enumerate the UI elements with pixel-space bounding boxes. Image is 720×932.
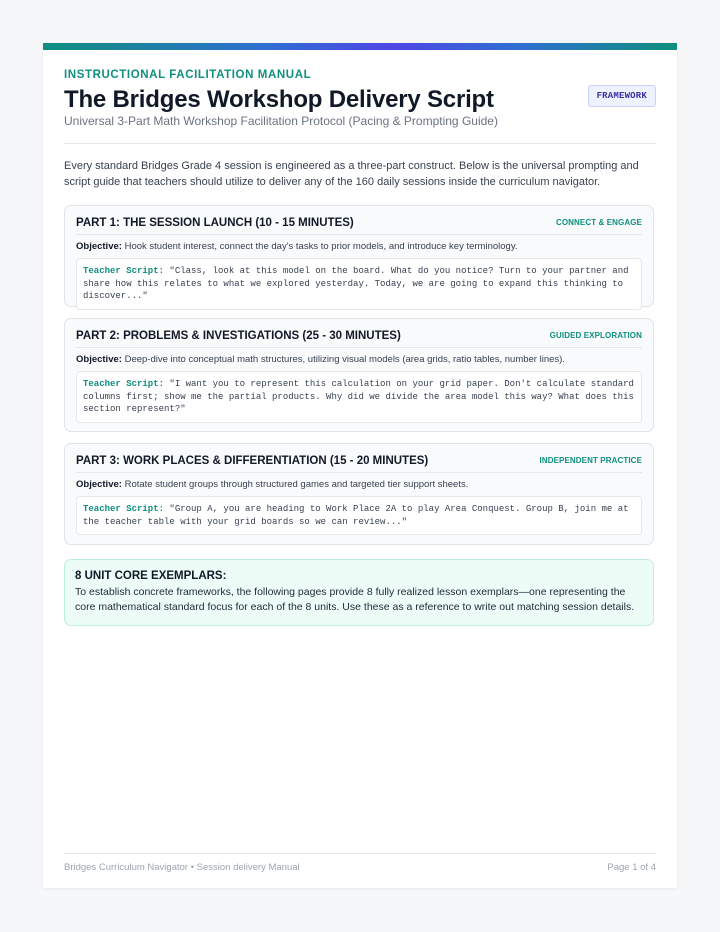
objective-text: Rotate student groups through structured games and targeted tier support sheets. bbox=[124, 479, 469, 490]
accent-bar bbox=[43, 43, 677, 50]
page-title: The Bridges Workshop Delivery Script bbox=[64, 86, 494, 113]
part-objective bbox=[76, 240, 642, 253]
eyebrow-label: INSTRUCTIONAL FACILITATION MANUAL bbox=[64, 69, 312, 81]
part-card-2 bbox=[64, 318, 654, 432]
objective-label: Objective: bbox=[76, 479, 122, 490]
part-tag: CONNECT & ENGAGE bbox=[555, 218, 642, 227]
part-objective bbox=[76, 478, 642, 491]
exemplars-body: To establish concrete frameworks, the following pages provide 8 fully realized lesson exemplars—one representing the core mathematical standard focus for each of the 8 units. Use these as a reference to write out matching session details. bbox=[75, 586, 635, 613]
part-divider bbox=[76, 234, 642, 235]
part-tag: GUIDED EXPLORATION bbox=[549, 331, 642, 340]
part-title: PART 1: THE SESSION LAUNCH (10 - 15 MINUTES) bbox=[76, 217, 354, 229]
exemplars-callout bbox=[64, 559, 654, 626]
script-label: Teacher Script: bbox=[83, 379, 165, 389]
teacher-script-box bbox=[76, 371, 642, 423]
part-header bbox=[76, 217, 642, 235]
footer-divider bbox=[64, 853, 656, 854]
part-divider bbox=[76, 347, 642, 348]
objective-text: Hook student interest, connect the day's tasks to prior models, and introduce key terminology. bbox=[124, 241, 518, 252]
part-card-1 bbox=[64, 205, 654, 307]
script-text: "Group A, you are heading to Work Place 2A to play Area Conquest. Group B, join me at the teacher table with your grid boards so we can review..." bbox=[83, 504, 629, 527]
document-page bbox=[43, 43, 677, 888]
teacher-script-box bbox=[76, 496, 642, 535]
header-divider bbox=[64, 143, 656, 144]
script-text: "Class, look at this model on the board. What do you notice? Turn to your partner and share how this relates to what we explored yesterday. Today, we are going to expand this thinking to discover..." bbox=[83, 266, 629, 301]
framework-badge: FRAMEWORK bbox=[588, 85, 656, 107]
script-label: Teacher Script: bbox=[83, 504, 165, 514]
page-subtitle: Universal 3-Part Math Workshop Facilitation Protocol (Pacing & Prompting Guide) bbox=[64, 114, 498, 128]
part-header bbox=[76, 330, 642, 348]
script-label: Teacher Script: bbox=[83, 266, 165, 276]
part-title: PART 2: PROBLEMS & INVESTIGATIONS (25 - 30 MINUTES) bbox=[76, 330, 401, 342]
objective-label: Objective: bbox=[76, 241, 122, 252]
intro-paragraph: Every standard Bridges Grade 4 session is engineered as a three-part construct. Below is the universal prompting and script guide that teachers should utilize to deliver any of the 160 daily sessions inside the curriculum navigator. bbox=[64, 160, 639, 188]
part-divider bbox=[76, 472, 642, 473]
teacher-script-box bbox=[76, 258, 642, 310]
part-title: PART 3: WORK PLACES & DIFFERENTIATION (15 - 20 MINUTES) bbox=[76, 455, 429, 467]
objective-text: Deep-dive into conceptual math structures, utilizing visual models (area grids, ratio tables, number lines). bbox=[124, 354, 565, 365]
script-text: "I want you to represent this calculation on your grid paper. Don't calculate standard columns first; show me the partial products. Why did we divide the area model this way? What does this section represent?" bbox=[83, 379, 634, 414]
part-header bbox=[76, 455, 642, 473]
objective-label: Objective: bbox=[76, 354, 122, 365]
exemplars-title: 8 UNIT CORE EXEMPLARS: bbox=[75, 570, 227, 582]
part-objective bbox=[76, 353, 642, 366]
part-card-3 bbox=[64, 443, 654, 545]
footer-title: Bridges Curriculum Navigator • Session delivery Manual bbox=[64, 862, 300, 873]
part-tag: INDEPENDENT PRACTICE bbox=[539, 456, 642, 465]
page-number: Page 1 of 4 bbox=[607, 862, 656, 873]
